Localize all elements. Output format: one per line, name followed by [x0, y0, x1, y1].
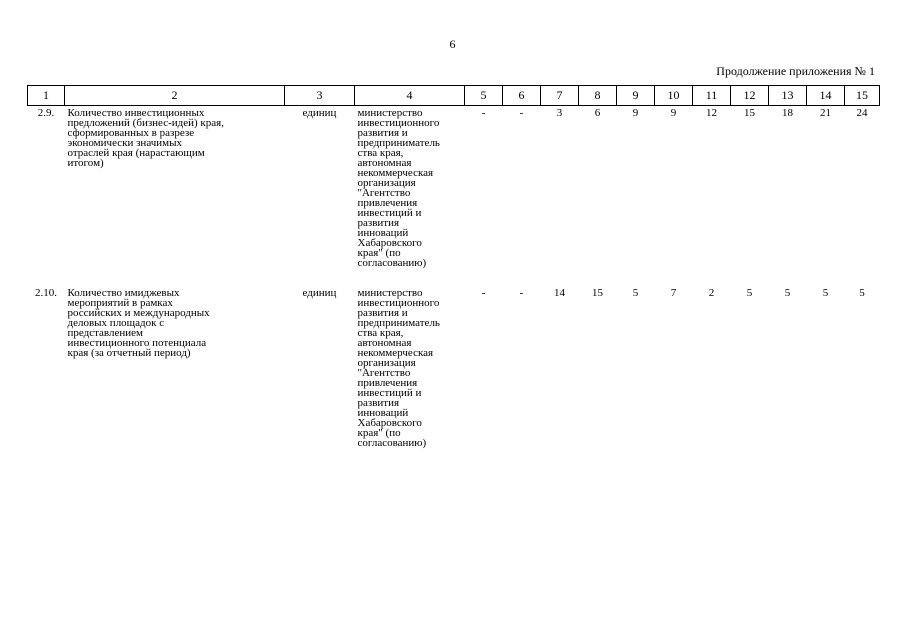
- value-cell: -: [481, 287, 486, 299]
- value-cell: 5: [632, 287, 639, 299]
- row-spacer: [28, 268, 880, 286]
- header-cell: 13: [769, 86, 807, 106]
- header-cell: 1: [28, 86, 65, 106]
- value-cell: 14: [554, 287, 565, 299]
- unit-cell: единиц: [302, 287, 337, 299]
- header-cell: 6: [503, 86, 541, 106]
- value-cell: 21: [820, 107, 831, 119]
- header-cell: 4: [355, 86, 465, 106]
- value-cell: 3: [556, 107, 563, 119]
- indicators-table: [27, 85, 880, 448]
- value-cell: 12: [706, 107, 717, 119]
- value-cell: 15: [744, 107, 755, 119]
- header-cell: 11: [693, 86, 731, 106]
- value-cell: -: [519, 107, 524, 119]
- header-cell: 8: [579, 86, 617, 106]
- value-cell: 5: [784, 287, 791, 299]
- header-cell: 12: [731, 86, 769, 106]
- value-cell: 9: [632, 107, 639, 119]
- responsible-cell: министерство инвестиционного развития и предприниматель ства края, автономная некоммерческая организация "Агентство привлечения инвестиций и развития инноваций Хабаровского края" (по согласованию): [357, 287, 440, 449]
- value-cell: 7: [670, 287, 677, 299]
- page-number: 6: [449, 37, 456, 51]
- row-number: 2.10.: [35, 287, 57, 299]
- header-cell: 2: [65, 86, 285, 106]
- table-row: [28, 286, 880, 448]
- header-cell: 15: [845, 86, 880, 106]
- header-cell: 10: [655, 86, 693, 106]
- value-cell: -: [519, 287, 524, 299]
- responsible-cell: министерство инвестиционного развития и предприниматель ства края, автономная некоммерческая организация "Агентство привлечения инвестиций и развития инноваций Хабаровского края" (по согласованию): [357, 107, 440, 269]
- row-number: 2.9.: [37, 107, 55, 119]
- header-row: [28, 86, 880, 106]
- header-cell: 9: [617, 86, 655, 106]
- value-cell: 18: [782, 107, 793, 119]
- indicator-name: Количество имиджевых мероприятий в рамках российских и международных деловых площадок с представлением инвестиционного потенциала края (за отчетный период): [67, 287, 210, 359]
- value-cell: -: [481, 107, 486, 119]
- header-cell: 7: [541, 86, 579, 106]
- header-cell: 3: [285, 86, 355, 106]
- value-cell: 5: [746, 287, 753, 299]
- value-cell: 2: [708, 287, 715, 299]
- header-cell: 5: [465, 86, 503, 106]
- continuation-label: Продолжение приложения № 1: [716, 64, 875, 78]
- header-cell: 14: [807, 86, 845, 106]
- value-cell: 9: [670, 107, 677, 119]
- table-row: [28, 106, 880, 269]
- value-cell: 5: [859, 287, 865, 299]
- value-cell: 15: [592, 287, 603, 299]
- unit-cell: единиц: [302, 107, 337, 119]
- value-cell: 24: [856, 107, 868, 119]
- value-cell: 6: [594, 107, 601, 119]
- value-cell: 5: [822, 287, 829, 299]
- indicator-name: Количество инвестиционных предложений (бизнес-идей) края, сформированных в разрезе экономически значимых отраслей края (нарастающим итогом): [67, 107, 224, 169]
